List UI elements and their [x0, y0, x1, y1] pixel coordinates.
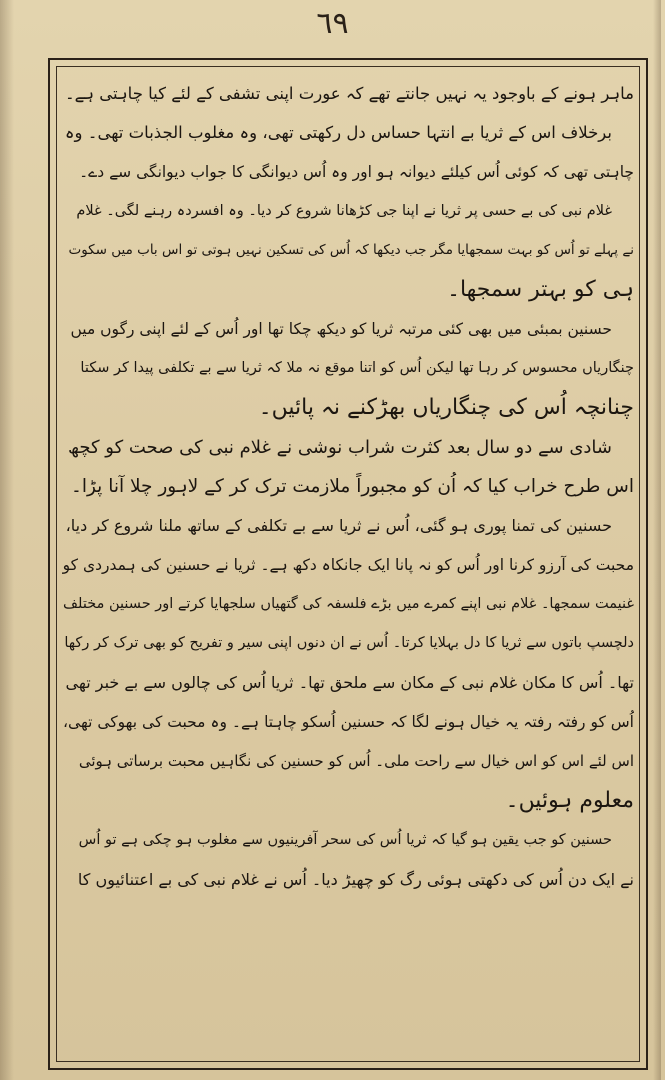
text-line: ہی کو بہتر سمجھا۔	[447, 277, 634, 303]
text-line: ماہر ہونے کے باوجود یہ نہیں جانتے تھے کہ عورت اپنی تشفی کے لئے کیا چاہتی ہے۔	[65, 84, 634, 103]
page-edge-shadow	[653, 0, 661, 1080]
text-line: حسنین بمبئی میں بھی کئی مرتبہ ثریا کو دیکھ چکا تھا اور اُس کے لئے اپنی رگوں میں	[70, 319, 612, 338]
text-line: نے پہلے تو اُس کو بہت سمجھایا مگر جب دیکھا کہ اُس کی تسکین نہیں ہوتی تو اس باب میں سکوت	[68, 242, 634, 259]
text-line: حسنین کی تمنا پوری ہو گئی، اُس نے ثریا سے بے تکلفی کے ساتھ ملنا شروع کر دیا،	[65, 516, 612, 536]
text-line: اس لئے اس کو اس خیال سے راحت ملی۔ اُس کو حسنین کی نگاہیں محبت برساتی ہوئی	[78, 752, 634, 771]
page-number: ٦٩	[316, 6, 349, 41]
text-line: تھا۔ اُس کا مکان غلام نبی کے مکان سے ملحق تھا۔ ثریا اُس کی چالوں سے بے خبر تھی	[65, 673, 634, 693]
text-line: چنگاریاں محسوس کر رہا تھا لیکن اُس کو اتنا موقع نہ ملا کہ ثریا سے بے تکلفی پیدا کر سکتا	[80, 360, 634, 377]
text-line: حسنین کو جب یقین ہو گیا کہ ثریا اُس کی سحر آفرینیوں سے مغلوب ہو چکی ہے تو اُس	[78, 831, 612, 848]
text-line: محبت کی آرزو کرنا اور اُس کو نہ پانا ایک جانکاہ دکھ ہے۔ ثریا نے حسنین کی ہمدردی کو	[62, 555, 634, 574]
text-line: معلوم ہوئیں۔	[505, 788, 634, 814]
text-line: اُس کو رفتہ رفتہ یہ خیال ہونے لگا کہ حسنین اُسکو چاہتا ہے۔ وہ محبت کی بھوکی تھی،	[63, 712, 634, 731]
text-line: اس طرح خراب کیا کہ اُن کو مجبوراً ملازمت ترک کر کے لاہور چلا آنا پڑا۔	[71, 475, 634, 497]
text-line: نے ایک دن اُس کی دکھتی ہوئی رگ کو چھیڑ دیا۔ اُس نے غلام نبی کی بے اعتنائیوں کا	[77, 869, 634, 889]
text-line: غنیمت سمجھا۔ غلام نبی اپنے کمرے میں بڑے فلسفہ کی گتھیاں سلجھایا کرتے اور حسنین مختلف	[63, 595, 634, 612]
page-gutter-shadow	[0, 0, 14, 1080]
body-text	[62, 74, 634, 899]
text-line: غلام نبی کی بے حسی پر ثریا نے اپنا جی کڑھانا شروع کر دیا۔ وہ افسردہ رہنے لگی۔ غلام	[76, 202, 612, 219]
text-line: چنانچہ اُس کی چنگاریاں بھڑکنے نہ پائیں۔	[258, 395, 634, 421]
text-line: چاہتی تھی کہ کوئی اُس کیلئے دیوانہ ہو اور وہ اُس دیوانگی کا جواب دیوانگی سے دے۔	[79, 162, 634, 181]
text-line: دلچسپ باتوں سے ثریا کا دل بہلایا کرتا۔ اُس نے ان دنوں اپنی سیر و تفریح کو بھی ترک کر رکھا	[64, 635, 634, 652]
text-line: شادی سے دو سال بعد کثرت شراب نوشی نے غلام نبی کی صحت کو کچھ	[67, 436, 612, 458]
text-line: برخلاف اس کے ثریا بے انتہا حساس دل رکھتی تھی، وہ مغلوب الجذبات تھی۔ وہ	[64, 123, 612, 143]
